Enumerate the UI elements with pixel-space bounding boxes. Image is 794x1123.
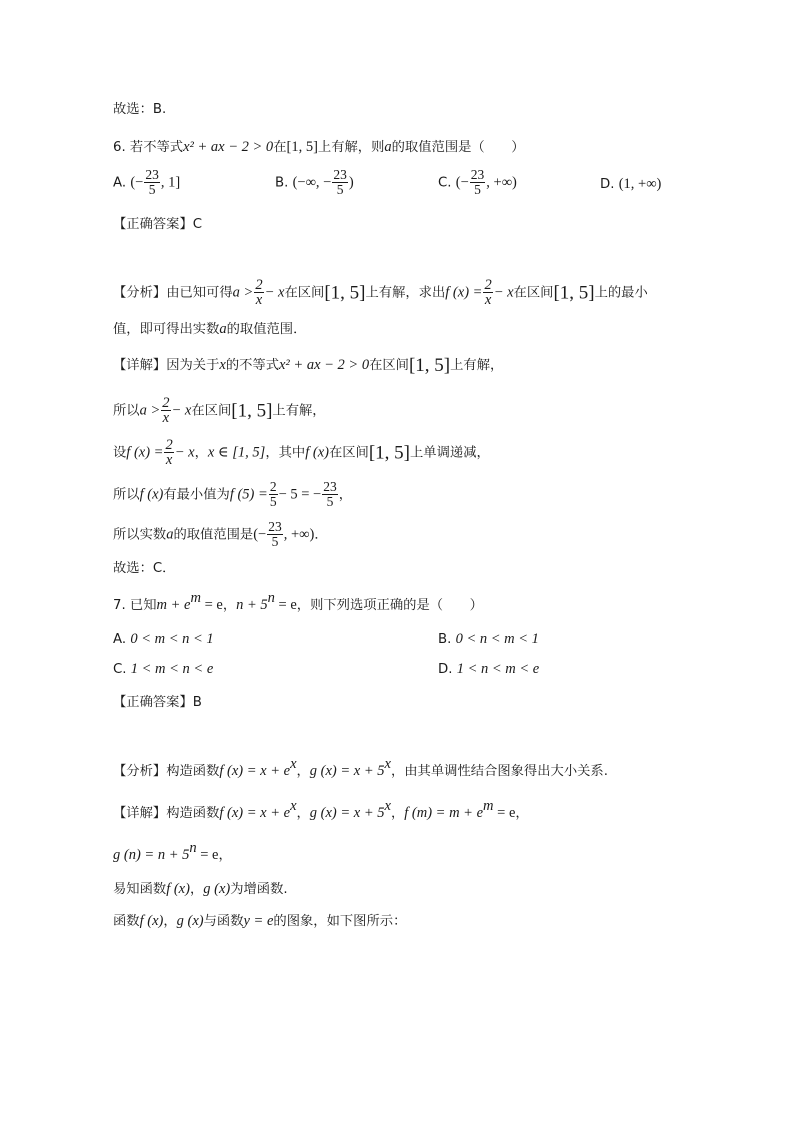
detail-line-3: 易知函数f (x)，g (x)为增函数. xyxy=(113,881,288,897)
prev-answer-line: 故选：B. xyxy=(113,102,167,117)
option-c[interactable]: C. (− $\frac{23}{5}$ , +∞) xyxy=(438,167,517,197)
detail-conclusion: 故选：C． xyxy=(113,561,176,576)
analysis-line: 【分析】由已知可得a > $\frac{2}{x}$ − x在区间[1, 5]上有解，求出f (x) = $\frac{2}{x}$ − x在区间[1, 5]上的最小 xyxy=(113,277,648,308)
inequality: x² + ax − 2 > 0 xyxy=(183,139,274,155)
detail-line-1: 【详解】因为关于x的不等式x² + ax − 2 > 0在区间[1, 5]上有解， xyxy=(113,355,504,376)
answer: B xyxy=(192,695,202,710)
analysis-line: 【分析】构造函数f $(x) = x + e^x$，g $(x) = x + 5^x$，由其单调性结合图象得出大小关系. xyxy=(113,756,608,779)
answer: C xyxy=(192,217,203,232)
detail-line-4: 所以f (x)有最小值为f (5) = $\frac{2}{5}$ − 5 = − $\frac{23}{5}$ ， xyxy=(113,479,353,509)
fraction: $\frac{23}{5}$ xyxy=(333,167,347,197)
question-7-stem: 7. 已知$m + e^m = e$，$n + 5^n = e$，则下列选项正确的是（ ） xyxy=(113,590,483,613)
detail-line-4: 函数f (x)，g (x)与函数y = e的图象，如下图所示： xyxy=(113,913,407,929)
analysis-line-2: 值，即可得出实数a的取值范围． xyxy=(113,321,307,337)
question-number: 6. xyxy=(113,140,126,155)
option-d[interactable]: D. 1 < n < m < e xyxy=(438,661,540,677)
detail-line-2: g $(n) = n + 5^n = e$， xyxy=(113,840,232,863)
option-a[interactable]: A. (− $\frac{23}{5}$ , 1] xyxy=(113,167,181,197)
option-c[interactable]: C. 1 < m < n < e xyxy=(113,661,214,677)
question-number: 7. xyxy=(113,598,126,613)
answer-line: 【正确答案】B xyxy=(113,695,202,710)
option-b[interactable]: B. (−∞, − $\frac{23}{5}$ ) xyxy=(275,167,354,197)
detail-line-3: 设f (x) = $\frac{2}{x}$ − x，x ∈ [1, 5]，其中f (x)在区间[1, 5]上单调递减， xyxy=(113,437,490,468)
answer-line: 【正确答案】C xyxy=(113,217,203,232)
option-a[interactable]: A. 0 < m < n < 1 xyxy=(113,631,214,647)
detail-line-5: 所以实数a的取值范围是(− $\frac{23}{5}$ , +∞)． xyxy=(113,519,328,549)
option-d[interactable]: D. (1, +∞) xyxy=(600,176,662,192)
question-6-stem: 6. 若不等式x² + ax − 2 > 0在[1, 5]上有解，则a的取值范围是（ ） xyxy=(113,139,525,155)
fraction: $\frac{23}{5}$ xyxy=(145,167,159,197)
detail-line-1: 【详解】构造函数f $(x) = x + e^x$，g $(x) = x + 5^x$，f $(m) = m + e^m = e$， xyxy=(113,798,529,821)
detail-line-2: 所以a > $\frac{2}{x}$ − x在区间[1, 5]上有解， xyxy=(113,395,326,426)
fraction: $\frac{23}{5}$ xyxy=(470,167,485,197)
interval: [1, 5] xyxy=(286,139,318,155)
option-b[interactable]: B. 0 < n < m < 1 xyxy=(438,631,539,647)
